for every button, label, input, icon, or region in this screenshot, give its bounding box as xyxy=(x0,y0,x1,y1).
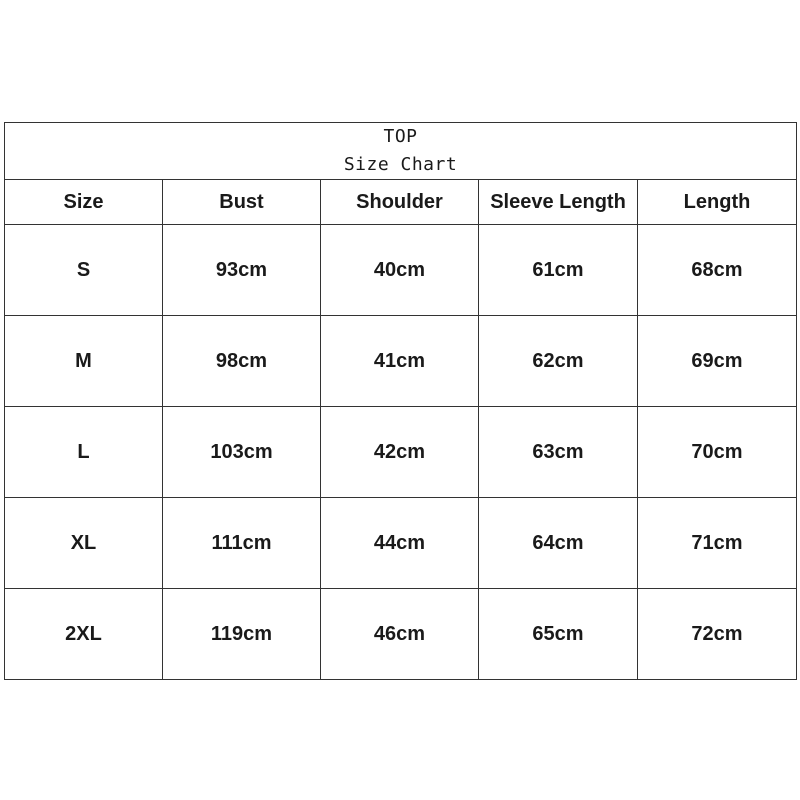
header-row xyxy=(5,180,797,225)
table-row xyxy=(5,407,797,498)
cell-length: 72cm xyxy=(638,589,797,680)
cell-sleeve-length: 65cm xyxy=(479,589,638,680)
size-chart-table xyxy=(4,122,797,680)
cell-length: 71cm xyxy=(638,498,797,589)
table-row xyxy=(5,498,797,589)
cell-size: L xyxy=(5,407,163,498)
table-title xyxy=(5,123,797,180)
title-row xyxy=(5,123,797,180)
cell-shoulder: 44cm xyxy=(321,498,479,589)
cell-sleeve-length: 61cm xyxy=(479,225,638,316)
table-row xyxy=(5,589,797,680)
cell-size: XL xyxy=(5,498,163,589)
cell-shoulder: 40cm xyxy=(321,225,479,316)
cell-length: 68cm xyxy=(638,225,797,316)
cell-length: 69cm xyxy=(638,316,797,407)
column-header-sleeve-length: Sleeve Length xyxy=(479,180,638,225)
cell-bust: 119cm xyxy=(163,589,321,680)
column-header-length: Length xyxy=(638,180,797,225)
table-row xyxy=(5,225,797,316)
cell-length: 70cm xyxy=(638,407,797,498)
cell-shoulder: 42cm xyxy=(321,407,479,498)
cell-bust: 93cm xyxy=(163,225,321,316)
cell-size: S xyxy=(5,225,163,316)
column-header-size: Size xyxy=(5,180,163,225)
cell-sleeve-length: 63cm xyxy=(479,407,638,498)
cell-bust: 98cm xyxy=(163,316,321,407)
cell-shoulder: 46cm xyxy=(321,589,479,680)
title-line-top: TOP xyxy=(383,126,418,147)
cell-size: M xyxy=(5,316,163,407)
cell-bust: 103cm xyxy=(163,407,321,498)
column-header-bust: Bust xyxy=(163,180,321,225)
title-line-size-chart: Size Chart xyxy=(343,154,458,175)
table-row xyxy=(5,316,797,407)
cell-sleeve-length: 64cm xyxy=(479,498,638,589)
column-header-shoulder: Shoulder xyxy=(321,180,479,225)
cell-sleeve-length: 62cm xyxy=(479,316,638,407)
cell-shoulder: 41cm xyxy=(321,316,479,407)
cell-bust: 111cm xyxy=(163,498,321,589)
cell-size: 2XL xyxy=(5,589,163,680)
